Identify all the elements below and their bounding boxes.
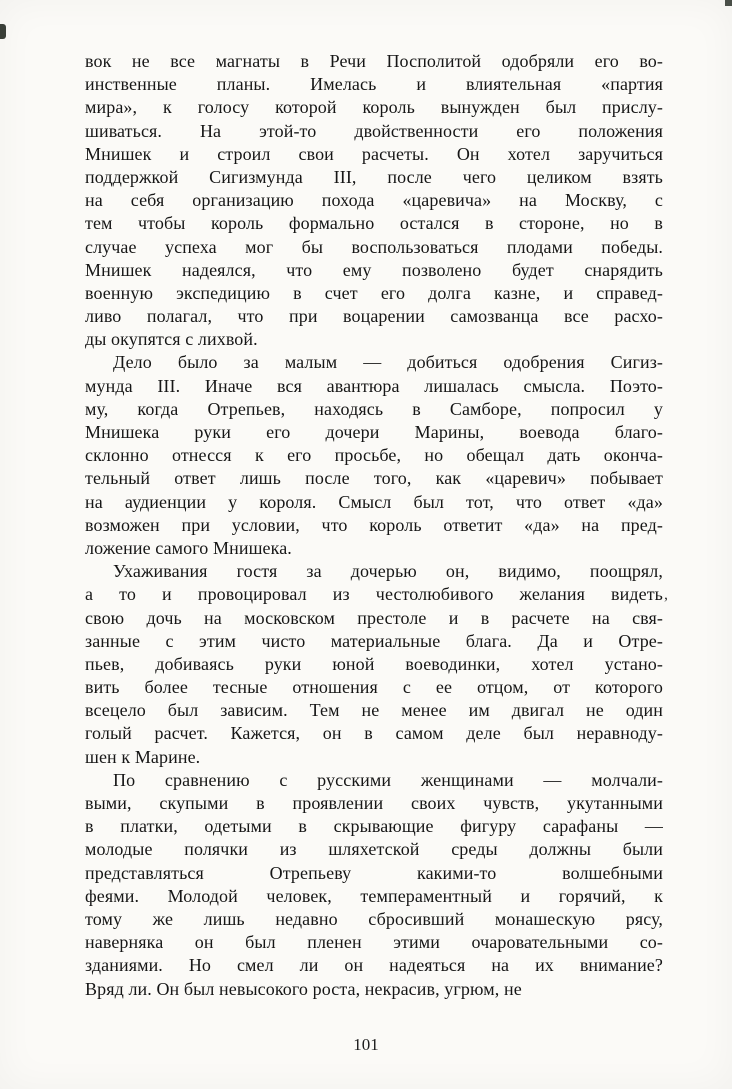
text-line: выми, скупыми в проявлении своих чувств, укутанными xyxy=(85,793,663,813)
paragraph xyxy=(85,769,663,1001)
paragraph xyxy=(85,351,663,560)
text-block xyxy=(85,50,663,1001)
text-line: тому же лишь недавно сбросивший монашескую рясу, xyxy=(85,908,663,929)
scan-artifact-margin-comma: , xyxy=(664,586,668,603)
text-line: в платки, одетыми в скрывающие фигуру сарафаны — xyxy=(85,816,663,837)
text-line: склонно отнесся к его просьбе, но обещал дать оконча- xyxy=(85,445,663,466)
text-line: а то и провоцировал из честолюбивого желания видеть xyxy=(85,584,663,605)
text-line: инственные планы. Имелась и влиятельная «партия xyxy=(85,74,663,95)
text-line: зданиями. Но смел ли он надеяться на их внимание? xyxy=(85,955,663,976)
text-line: ды окупятся с лихвой. xyxy=(85,329,258,350)
text-line: Мнишек и строил свои расчеты. Он хотел заручиться xyxy=(85,143,663,164)
page-number: 101 xyxy=(353,1035,379,1054)
text-line: тем чтобы король формально остался в стороне, но в xyxy=(85,213,663,234)
text-line: свою дочь на московском престоле и в расчете на свя- xyxy=(85,607,663,628)
text-line: возможен при условии, что король ответит «да» на пред- xyxy=(85,514,663,535)
text-line: По сравнению с русскими женщинами — молчали- xyxy=(113,769,663,790)
text-line: мира», к голосу которой король вынужден был прислу- xyxy=(85,97,663,118)
text-line: Мнишека руки его дочери Марины, воевода благо- xyxy=(85,422,663,442)
text-line: ложение самого Мнишека. xyxy=(85,537,292,558)
text-line: представляться Отрепьеву какими-то волшебными xyxy=(85,862,663,883)
text-line: голый расчет. Кажется, он в самом деле был неравноду- xyxy=(85,723,663,744)
text-line: вок не все магнаты в Речи Посполитой одобряли его во- xyxy=(85,51,663,71)
scan-artifact-left-edge xyxy=(0,24,6,39)
text-line: молодые полячки из шляхетской среды должны были xyxy=(85,839,663,860)
text-line: феями. Молодой человек, темпераментный и горячий, к xyxy=(85,885,663,906)
text-line: мунда III. Иначе вся авантюра лишалась смысла. Поэто- xyxy=(85,375,663,396)
paragraph xyxy=(85,50,663,351)
text-line: поддержкой Сигизмунда III, после чего целиком взять xyxy=(85,166,663,187)
text-line: Мнишек надеялся, что ему позволено будет снарядить xyxy=(85,259,663,280)
text-line: пьев, добиваясь руки юной воеводинки, хотел устано- xyxy=(85,653,663,674)
text-line: ливо полагал, что при воцарении самозванца все расхо- xyxy=(85,306,663,327)
text-line: му, когда Отрепьев, находясь в Самборе, попросил у xyxy=(85,398,663,419)
text-line: занные с этим чисто материальные блага. Да и Отре- xyxy=(85,630,663,651)
text-line: военную экспедицию в счет его долга казне, и справед- xyxy=(85,282,663,303)
text-line: шиваться. На этой-то двойственности его положения xyxy=(85,120,663,141)
text-line: случае успеха мог бы воспользоваться плодами победы. xyxy=(85,236,663,257)
text-line: шен к Марине. xyxy=(85,746,201,767)
text-line: всецело был зависим. Тем не менее им двигал не один xyxy=(85,700,663,721)
text-line: на себя организацию похода «царевича» на Москву, с xyxy=(85,190,663,211)
text-line: Ухаживания гостя за дочерью он, видимо, поощрял, xyxy=(113,561,663,582)
text-line: Дело было за малым — добиться одобрения Сигиз- xyxy=(113,352,663,373)
text-line: наверняка он был пленен этими очаровательными со- xyxy=(85,932,663,953)
text-line: Вряд ли. Он был невысокого роста, некрасив, угрюм, не xyxy=(85,978,522,999)
text-line: тельный ответ лишь после того, как «царевич» побывает xyxy=(85,468,663,489)
text-line: на аудиенции у короля. Смысл был тот, что ответ «да» xyxy=(85,491,663,512)
scan-artifact-top-right xyxy=(725,0,732,6)
text-line: вить более тесные отношения с ее отцом, от которого xyxy=(85,677,663,698)
paragraph xyxy=(85,560,663,769)
